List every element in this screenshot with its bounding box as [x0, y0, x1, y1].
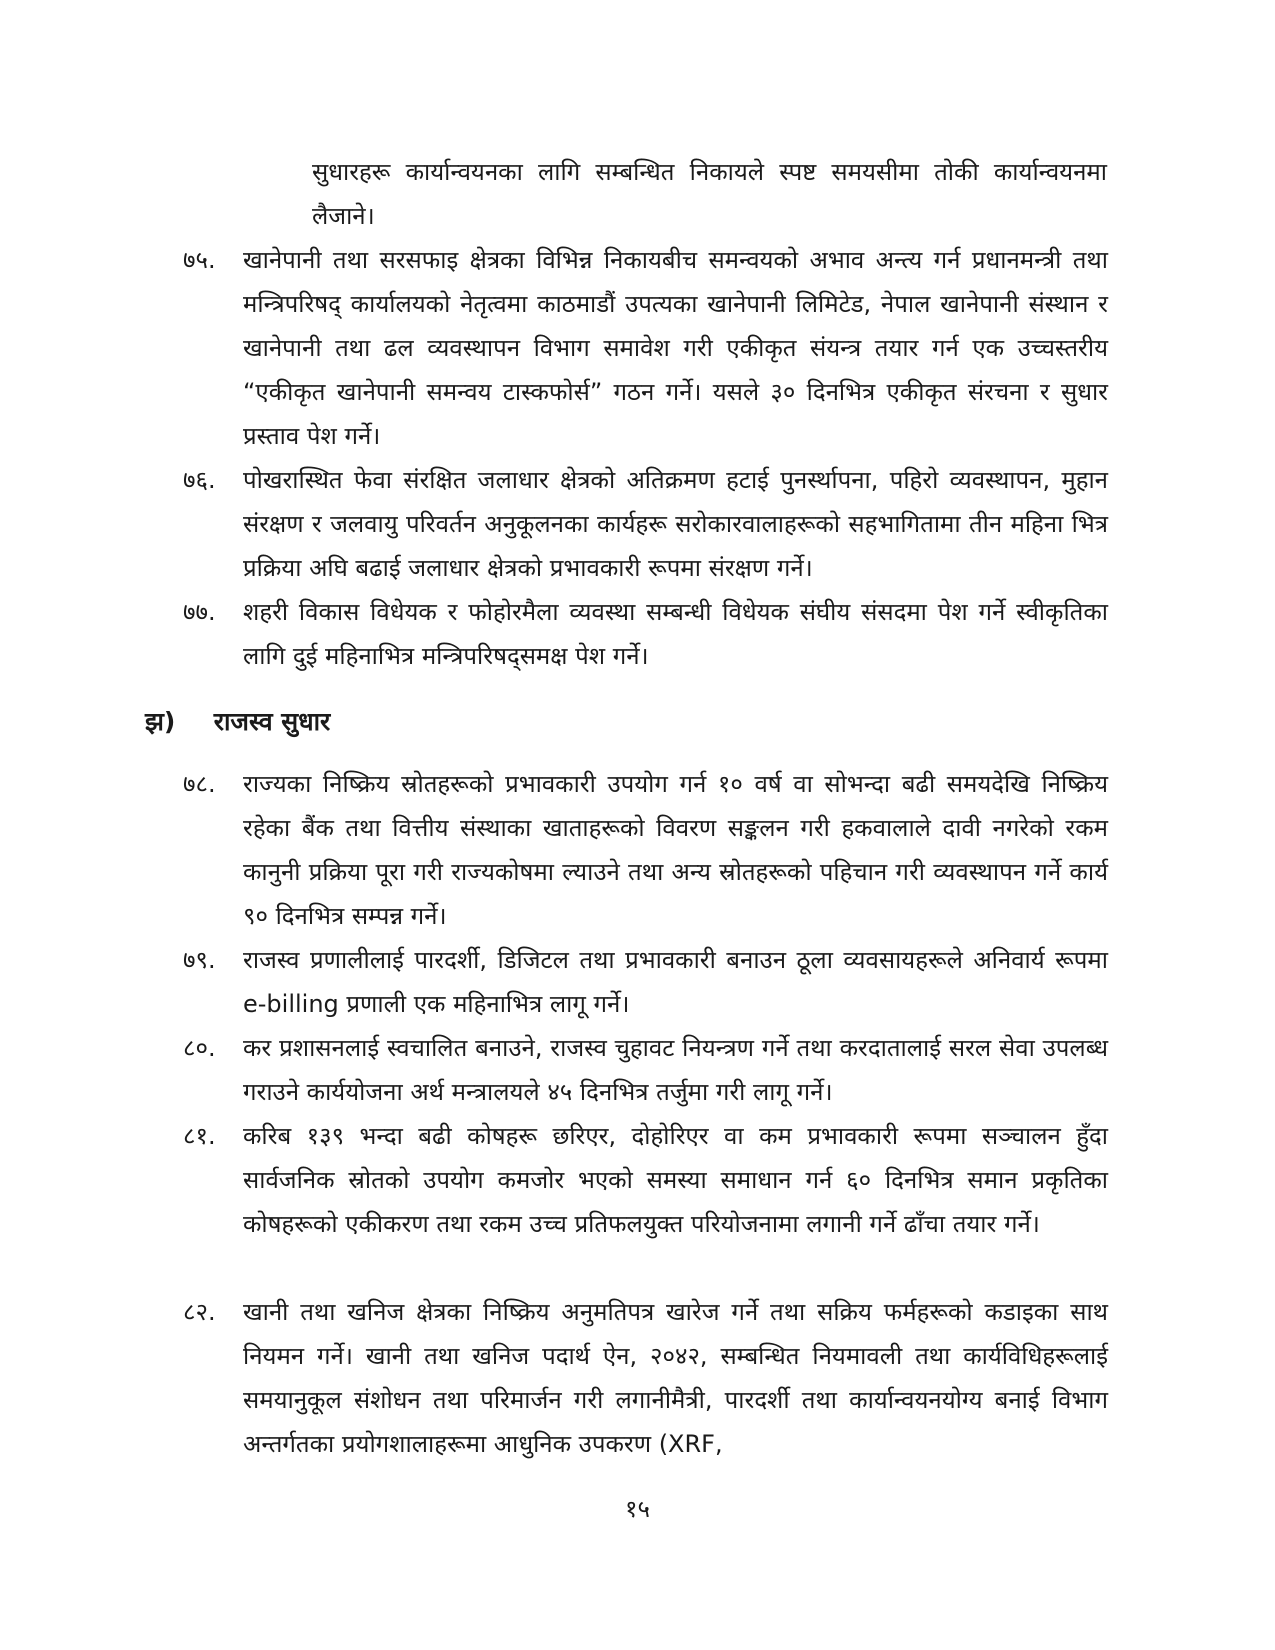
list-item — [183, 938, 1108, 1026]
item-number: ७६. — [183, 466, 216, 494]
item-number: ८१. — [183, 1122, 216, 1150]
list-item — [183, 238, 1108, 458]
item-number: ७८. — [183, 770, 216, 798]
item-text: कर प्रशासनलाई स्वचालित बनाउने, राजस्व चुहावट नियन्त्रण गर्ने तथा करदातालाई सरल सेवा उपलब्ध गराउने कार्ययोजना अर्थ मन्त्रालयले ४५ दिनभित्र तर्जुमा गरी लागू गर्ने। — [243, 1034, 1108, 1106]
item-number: ८२. — [183, 1298, 216, 1326]
list-item — [183, 1290, 1108, 1466]
item-text: शहरी विकास विधेयक र फोहोरमैला व्यवस्था सम्बन्धी विधेयक संघीय संसदमा पेश गर्ने स्वीकृतिका लागि दुई महिनाभित्र मन्त्रिपरिषद्समक्ष पेश गर्ने। — [243, 598, 1108, 670]
list-item — [183, 1114, 1108, 1246]
section-heading — [145, 700, 330, 744]
list-item — [183, 458, 1108, 590]
list-item — [183, 762, 1108, 938]
item-number: ७७. — [183, 598, 216, 626]
section-marker: झ) — [145, 707, 176, 736]
item-text: खानी तथा खनिज क्षेत्रका निष्क्रिय अनुमतिपत्र खारेज गर्ने तथा सक्रिय फर्महरूको कडाइका साथ नियमन गर्ने। खानी तथा खनिज पदार्थ ऐन, २०४२, सम्बन्धित नियमावली तथा कार्यविधिहरूलाई समयानुकूल संशोधन तथा परिमार्जन गरी लगानीमैत्री, पारदर्शी तथा कार्यान्वयनयोग्य बनाई विभाग अन्तर्गतका प्रयोगशालाहरूमा आधुनिक उपकरण (XRF, — [243, 1298, 1108, 1458]
list-item — [183, 590, 1108, 678]
continuation-paragraph: सुधारहरू कार्यान्वयनका लागि सम्बन्धित निकायले स्पष्ट समयसीमा तोकी कार्यान्वयनमा लैजाने। — [312, 158, 1107, 230]
item-text: करिब १३९ भन्दा बढी कोषहरू छरिएर, दोहोरिएर वा कम प्रभावकारी रूपमा सञ्चालन हुँदा सार्वजनिक स्रोतको उपयोग कमजोर भएको समस्या समाधान गर्न ६० दिनभित्र समान प्रकृतिका कोषहरूको एकीकरण तथा रकम उच्च प्रतिफलयुक्त परियोजनामा लगानी गर्ने ढाँचा तयार गर्ने। — [243, 1122, 1108, 1238]
item-number: ८०. — [183, 1034, 216, 1062]
item-number: ७५. — [183, 246, 216, 274]
page-number: १५ — [625, 1495, 650, 1523]
item-text: पोखरास्थित फेवा संरक्षित जलाधार क्षेत्रको अतिक्रमण हटाई पुनर्स्थापना, पहिरो व्यवस्थापन, मुहान संरक्षण र जलवायु परिवर्तन अनुकूलनका कार्यहरू सरोकारवालाहरूको सहभागितामा तीन महिना भित्र प्रक्रिया अघि बढाई जलाधार क्षेत्रको प्रभावकारी रूपमा संरक्षण गर्ने। — [243, 466, 1108, 582]
item-text: खानेपानी तथा सरसफाइ क्षेत्रका विभिन्न निकायबीच समन्वयको अभाव अन्त्य गर्न प्रधानमन्त्री तथा मन्त्रिपरिषद् कार्यालयको नेतृत्वमा काठमाडौं उपत्यका खानेपानी लिमिटेड, नेपाल खानेपानी संस्थान र खानेपानी तथा ढल व्यवस्थापन विभाग समावेश गरी एकीकृत संयन्त्र तयार गर्न एक उच्चस्तरीय “एकीकृत खानेपानी समन्वय टास्कफोर्स” गठन गर्ने। यसले ३० दिनभित्र एकीकृत संरचना र सुधार प्रस्ताव पेश गर्ने। — [243, 246, 1108, 450]
item-text: राज्यका निष्क्रिय स्रोतहरूको प्रभावकारी उपयोग गर्न १० वर्ष वा सोभन्दा बढी समयदेखि निष्क्रिय रहेका बैंक तथा वित्तीय संस्थाका खाताहरूको विवरण सङ्कलन गरी हकवालाले दावी नगरेको रकम कानुनी प्रक्रिया पूरा गरी राज्यकोषमा ल्याउने तथा अन्य स्रोतहरूको पहिचान गरी व्यवस्थापन गर्ने कार्य ९० दिनभित्र सम्पन्न गर्ने। — [243, 770, 1108, 930]
section-title: राजस्व सुधार — [213, 707, 331, 736]
item-number: ७९. — [183, 946, 216, 974]
list-item — [183, 1026, 1108, 1114]
item-text: राजस्व प्रणालीलाई पारदर्शी, डिजिटल तथा प्रभावकारी बनाउन ठूला व्यवसायहरूले अनिवार्य रूपमा e-billing प्रणाली एक महिनाभित्र लागू गर्ने। — [243, 946, 1108, 1018]
